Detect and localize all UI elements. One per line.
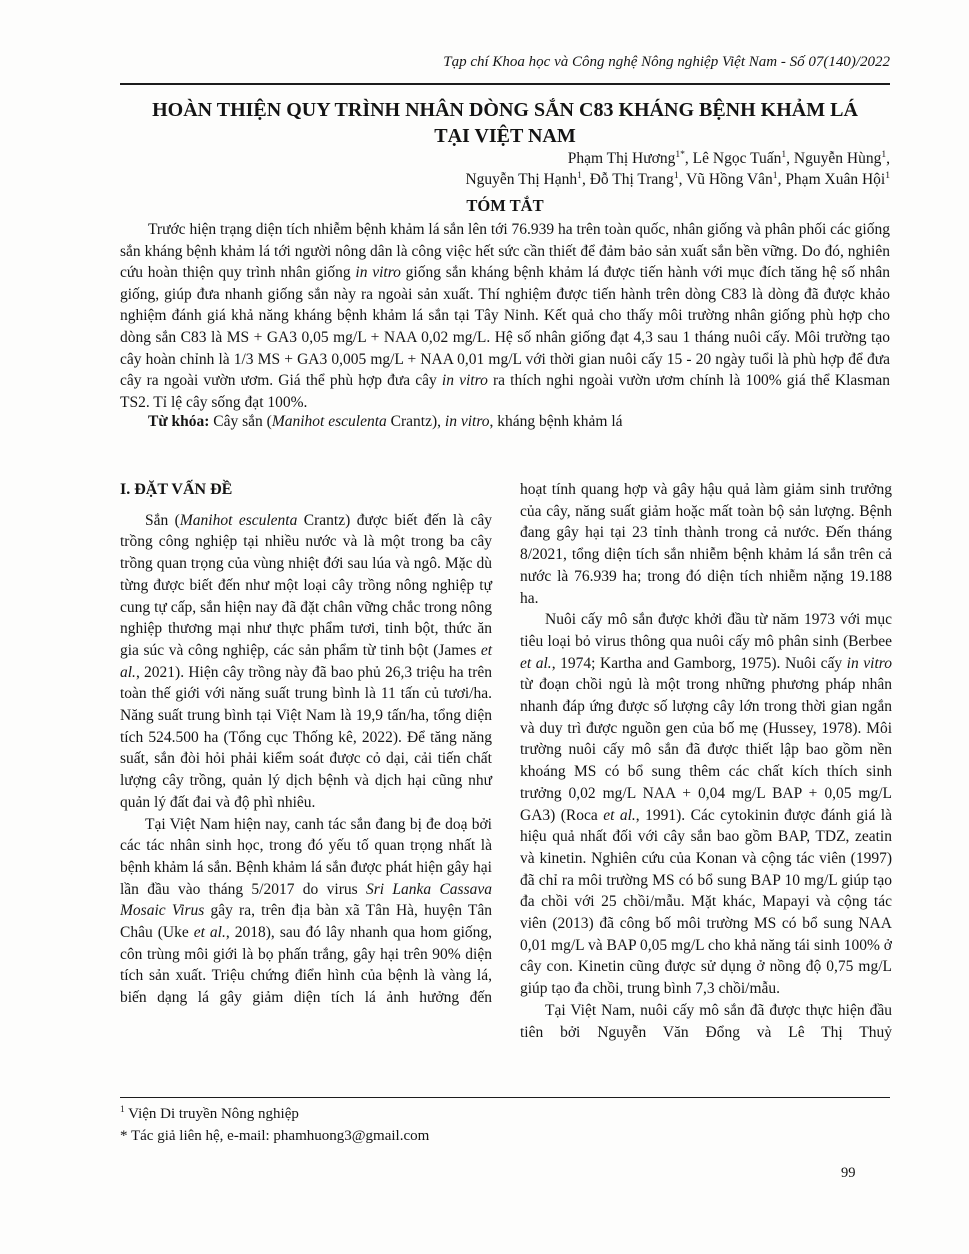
footnotes: [120, 1103, 890, 1147]
author-line-2: Nguyễn Thị Hạnh$^1$, Đỗ Thị Trang$^1$, Vũ Hồng Vân$^1$, Phạm Xuân Hội$^1$: [465, 169, 890, 188]
header-divider: [120, 83, 890, 85]
author-list: [120, 149, 890, 190]
article-title-line-2: TẠI VIỆT NAM: [434, 125, 576, 147]
left-column: [120, 479, 492, 1091]
abstract-heading: TÓM TẮT: [466, 196, 544, 215]
intro-paragraph-3: Nuôi cấy mô sắn được khởi đầu từ năm 1973 với mục tiêu loại bỏ virus thông qua nuôi cấy mô phân sinh (Berbee et al., 1974; Kartha and Gamborg, 1975). Nuôi cấy in vitro từ đoạn chồi ngủ là một trong những phương pháp nhân nhanh đáp ứng được số lượng cây lớn trong thời gian ngắn và duy trì được nguồn gen của bố mẹ (Hussey, 1978). Môi trường nuôi cấy mô sắn đã được thiết lập bao gồm nền khoáng MS có bổ sung thêm các chất kích thích sinh trưởng 0,02 mg/L NAA + 0,04 mg/L BAP + 0,05 mg/L GA3) (Roca et al., 1991). Các cytokinin được đánh giá là hiệu quả nhất đối với cây sắn bao gồm BAP, TDZ, zeatin và kinetin. Nghiên cứu của Konan và cộng tác viên (1997) đã chỉ ra môi trường MS có bổ sung BAP 10 mg/L giúp tạo đa chồi với 25 chồi/mẫu. Mặt khác, Mapayi và cộng tác viên (2013) đã công bố môi trường MS có bổ sung NAA 0,01 mg/L và BAP 0,05 mg/L cho khả năng tái sinh 100% ở cây con. Kinetin cũng được sử dụng ở nồng độ 0,75 mg/L giúp tạo đa chồi, trung bình 7,3 chồi/mẫu.: [520, 611, 892, 998]
footnote-corresponding-author: * Tác giả liên hệ, e-mail: phamhuong3@gmail.com: [120, 1128, 430, 1144]
article-title-line-1: HOÀN THIỆN QUY TRÌNH NHÂN DÒNG SẮN C83 KHÁNG BỆNH KHẢM LÁ: [152, 99, 858, 121]
section-heading-intro: I. ĐẶT VẤN ĐỀ: [120, 481, 233, 498]
intro-paragraph-1: Sắn (Manihot esculenta Crantz) được biết đến là cây trồng công nghiệp tại nhiều nước và là một trong ba cây trồng quan trọng của vùng nhiệt đới sau lúa và ngô. Mặc dù từng được biết đến như một loại cây trồng nông nghiệp tự cung tự cấp, sắn hiện nay đã đặt chân vững chắc trong nông nghiệp thương mại như thực phẩm tươi, tinh bột, thức ăn gia súc và công nghiệp, các sản phẩm từ tinh bột (James et al., 2021). Hiện cây trồng này đã bao phủ 26,3 triệu ha trên toàn thế giới với năng suất trung bình là 11 tấn củ tươi/ha. Năng suất trung bình tại Việt Nam là 19,9 tấn/ha, tổng diện tích 524.500 ha (Tổng cục Thống kê, 2022). Để tăng năng suất, sắn đòi hỏi phải kiểm soát được cỏ dại, cải tiến chất lượng cây trồng, quản lý dịch bệnh và dịch hại cũng như quản lý đất đai và độ phì nhiêu.: [120, 511, 492, 811]
intro-paragraph-4: Tại Việt Nam, nuôi cấy mô sắn đã được thực hiện đầu tiên bởi Nguyễn Văn Đổng và Lê Thị Thuỷ: [520, 1001, 892, 1041]
intro-paragraph-2: Tại Việt Nam hiện nay, canh tác sắn đang bị đe doạ bởi các tác nhân sinh học, trong đó yếu tố quan trọng nhất là bệnh khảm lá sắn. Bệnh khảm lá sắn được phát hiện gây hại lần đầu vào tháng 5/2017 do virus Sri Lanka Cassava Mosaic Virus gây ra, trên địa bàn xã Tân Hà, huyện Tân Châu (Uke et al., 2018), sau đó lây nhanh qua hom giống, côn trùng môi giới là bọ phấn trắng, gây hại trên 90% diện tích sản xuất. Triệu chứng điển hình của bệnh là vàng lá, biến dạng lá gây giảm diện tích lá ảnh hưởng đến: [120, 815, 492, 1007]
keywords-line: Từ khóa: Cây sắn (Manihot esculenta Crantz), in vitro, kháng bệnh khảm lá: [148, 413, 623, 430]
article-title: [120, 97, 890, 149]
right-column: [520, 479, 892, 1091]
journal-header: Tạp chí Khoa học và Công nghệ Nông nghiệp Việt Nam - Số 07(140)/2022: [443, 54, 890, 70]
intro-paragraph-2-continued: hoạt tính quang hợp và gây hậu quả làm giảm sinh trưởng của cây, năng suất giảm hoặc mất toàn bộ sản lượng. Bệnh đang gây hại tại 23 tỉnh thành trong cả nước. Đến tháng 8/2021, tổng diện tích sắn nhiễm bệnh khảm lá sắn trên cả nước là 76.939 ha; trong đó diện tích nhiễm nặng 19.188 ha.: [520, 481, 892, 607]
footnote-affiliation: $^1$ Viện Di truyền Nông nghiệp: [120, 1105, 299, 1122]
two-column-body: [120, 479, 892, 1091]
page-number: 99: [841, 1165, 856, 1181]
author-line-1: Phạm Thị Hương$^{1*}$, Lê Ngọc Tuấn$^1$, Nguyễn Hùng$^1$,: [567, 148, 890, 167]
abstract-text: Trước hiện trạng diện tích nhiễm bệnh khảm lá sắn lên tới 76.939 ha trên toàn quốc, nhân giống và phân phối các giống sắn kháng bệnh khảm lá tới người nông dân là công việc hết sức cần thiết để đảm bảo sản xuất sắn bền vững. Do đó, nghiên cứu hoàn thiện quy trình nhân giống in vitro giống sắn kháng bệnh khảm lá được tiến hành với mục đích tăng hệ số nhân giống, giúp đưa nhanh giống sắn này ra ngoài sản xuất. Thí nghiệm được tiến hành trên dòng C83 là dòng đã được khảo nghiệm đánh giá khả năng kháng bệnh khảm lá sắn tại Tây Ninh. Kết quả cho thấy môi trường nhân giống phù hợp cho dòng sắn C83 là MS + GA3 0,05 mg/L + NAA 0,02 mg/L. Hệ số nhân giống đạt 4,3 sau 1 tháng nuôi cấy. Môi trường tạo cây hoàn chỉnh là 1/3 MS + GA3 0,005 mg/L + NAA 0,01 mg/L với thời gian nuôi cấy 15 - 20 ngày tuổi là phù hợp để đưa cây ra ngoài vườn ươm. Giá thể phù hợp đưa cây in vitro ra thích nghi ngoài vườn ươm chính là 100% giá thể Klasman TS2. Tỉ lệ cây sống đạt 100%.: [120, 221, 890, 411]
footnote-divider: [120, 1097, 890, 1098]
